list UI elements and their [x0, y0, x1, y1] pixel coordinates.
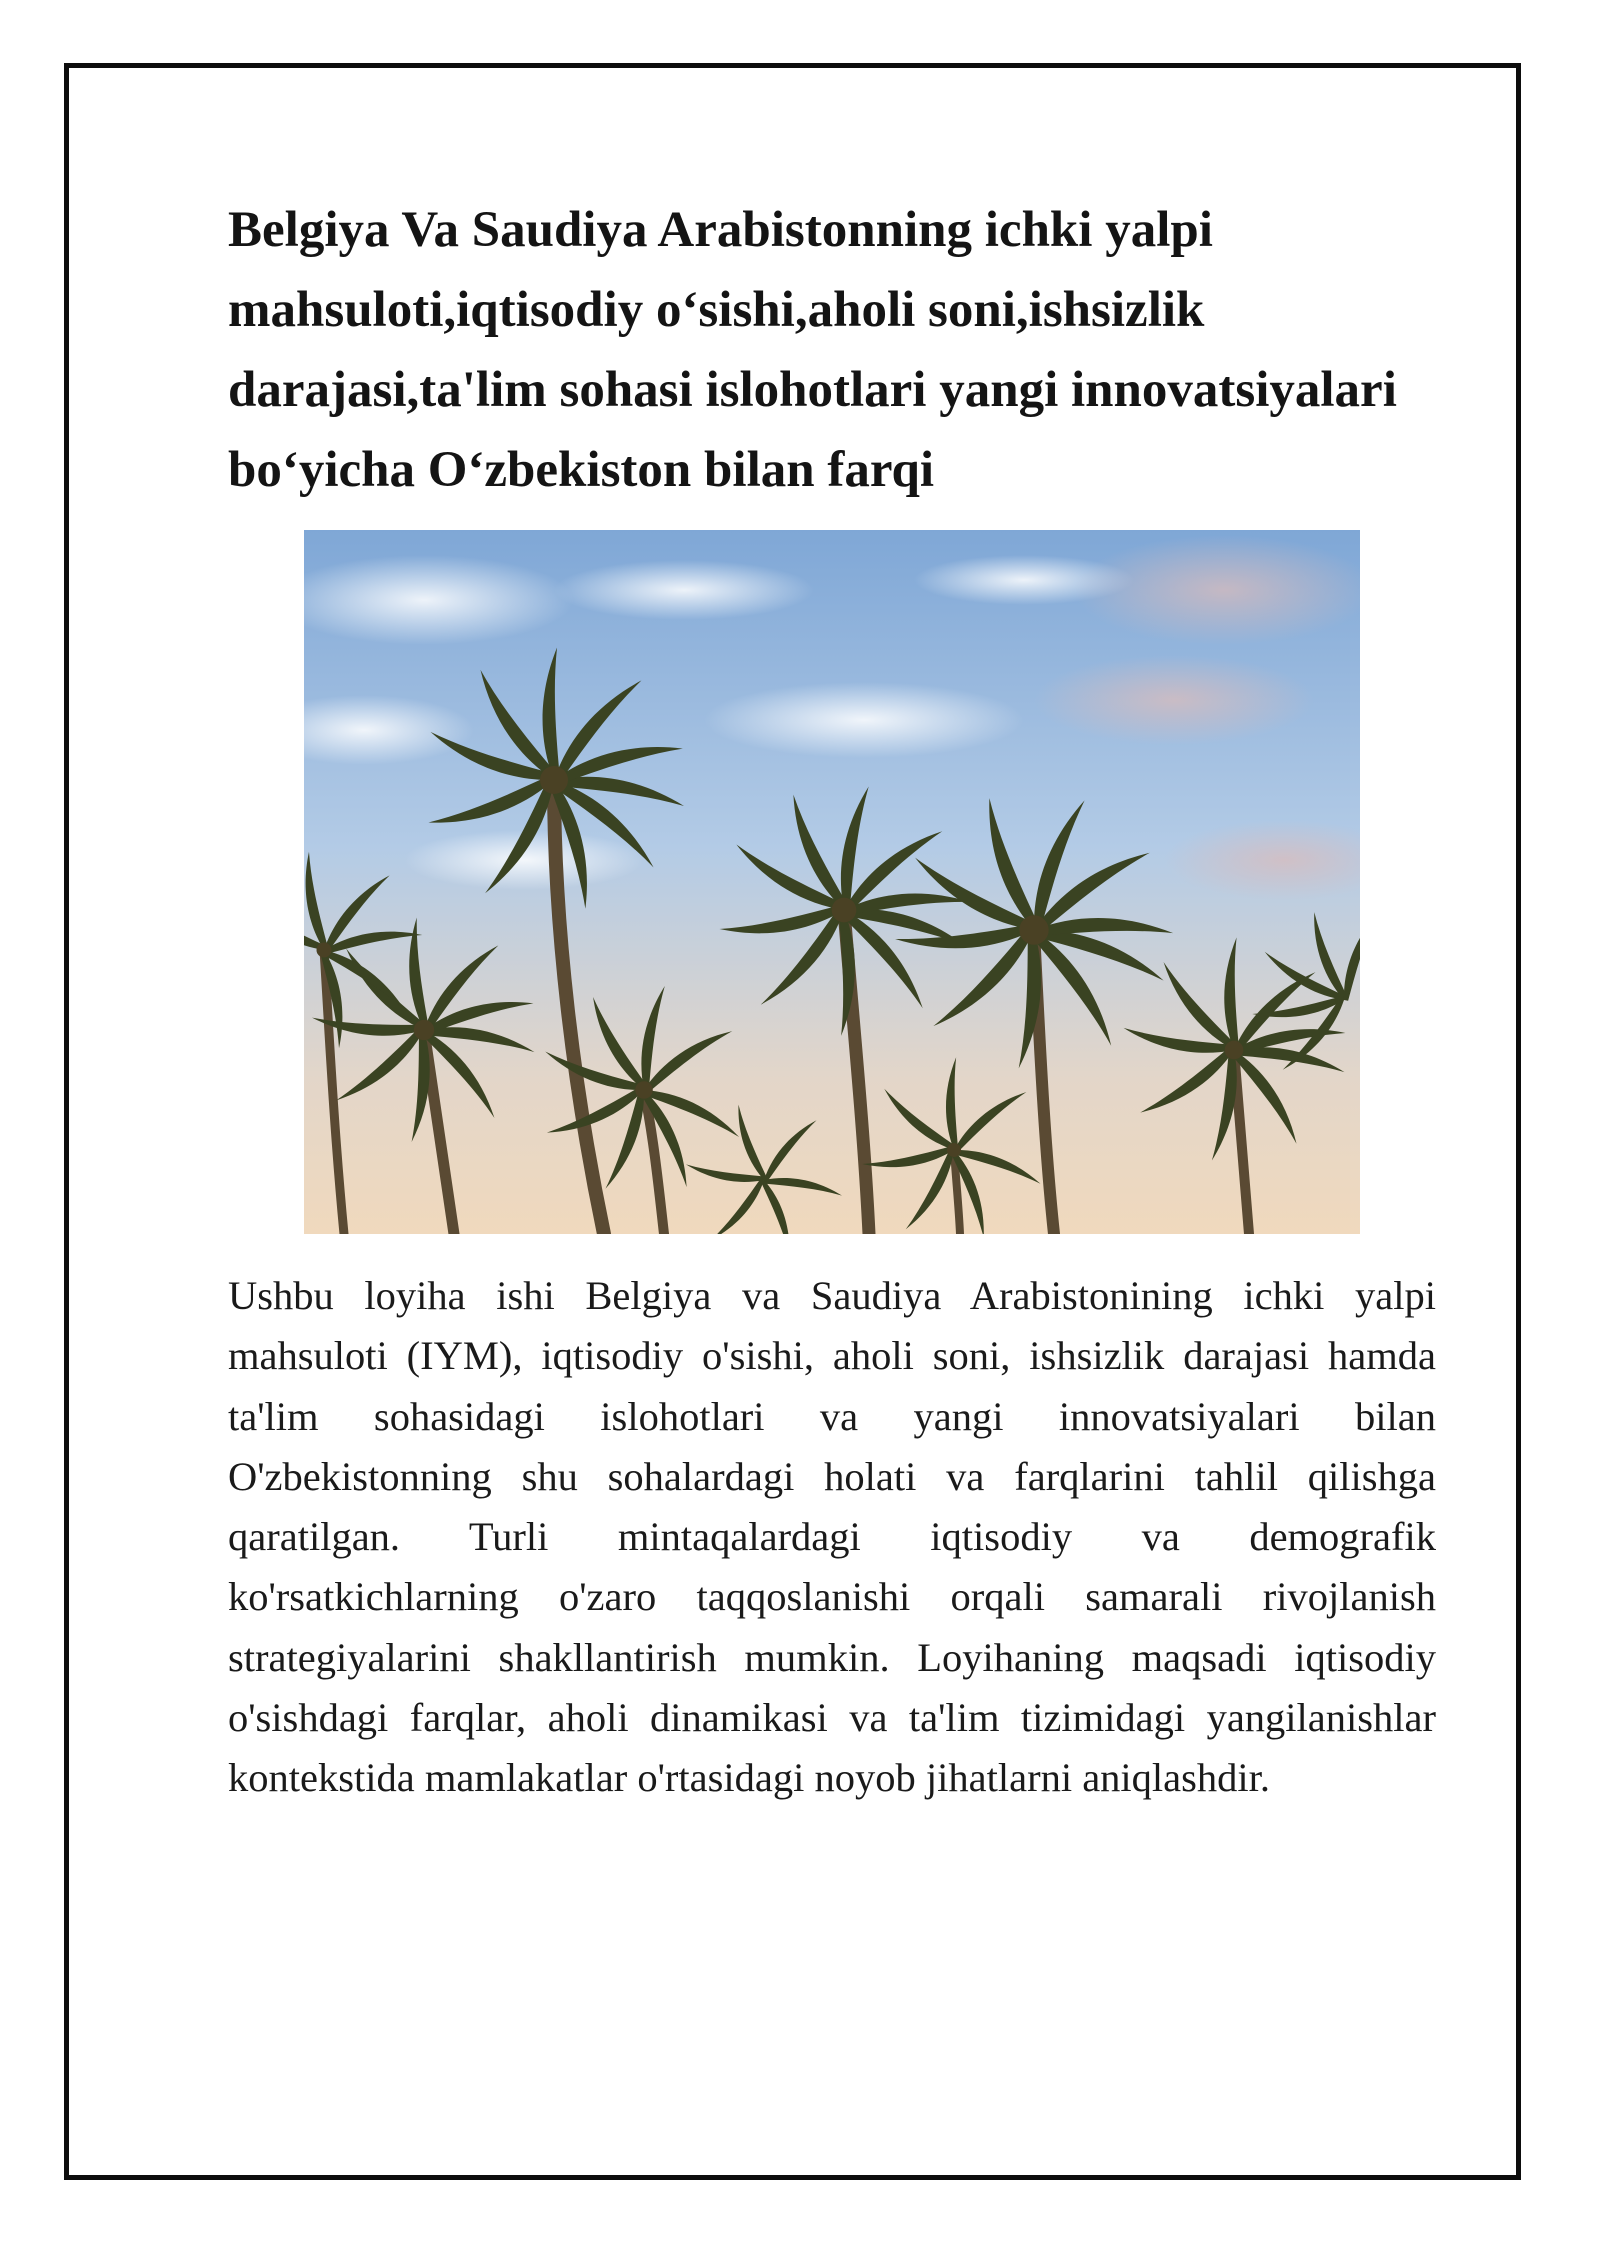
body-paragraph: Ushbu loyiha ishi Belgiya va Saudiya Arabistonining ichki yalpi mahsuloti (IYM), iqtisodiy o'sishi, aholi soni, ishsizlik darajasi hamda ta'lim sohasidagi islohotlari va yangi innovatsiyalari bilan O'zbekistonning shu sohalardagi holati va farqlarini tahlil qilishga qaratilgan. Turli mintaqalardagi iqtisodiy va demografik ko'rsatkichlarning o'zaro taqqoslanishi orqali samarali rivojlanish strategiyalarini shakllantirish mumkin. Loyihaning maqsadi iqtisodiy o'sishdagi farqlar, aholi dinamikasi va ta'lim tizimidagi yangilanishlar kontekstida mamlakatlar o'rtasidagi noyob jihatlarni aniqlashdir.: [228, 1273, 1436, 1801]
document-title: Belgiya Va Saudiya Arabistonning ichki yalpi mahsuloti,iqtisodiy o‘sishi,aholi soni,ishsizlik darajasi,ta'lim sohasi islohotlari yangi innovatsiyalari bo‘yicha O‘zbekiston bilan farqi: [228, 202, 1397, 498]
palm-trees-photo: [304, 530, 1360, 1234]
